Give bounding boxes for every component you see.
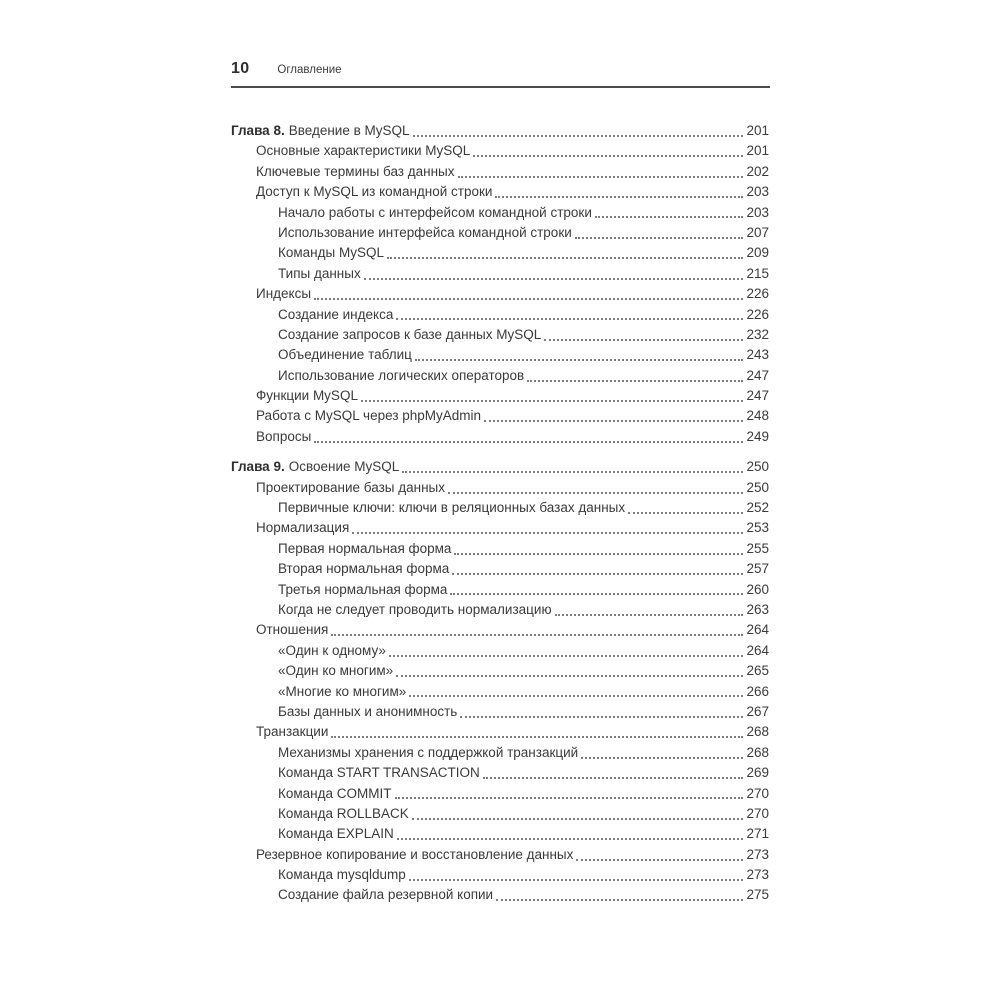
toc-entry-page: 269 (746, 765, 769, 781)
toc-entry-title: «Один к одному» (278, 642, 386, 658)
toc-entry-page: 248 (746, 408, 769, 424)
toc-entry-row (231, 620, 769, 640)
toc-entry-page: 270 (746, 805, 769, 821)
toc-entry-title: Создание индекса (278, 306, 394, 322)
dot-leader (495, 196, 743, 198)
toc-entry-row (231, 885, 769, 905)
toc-entry-title: «Один ко многим» (278, 663, 394, 679)
toc-entry-page: 226 (746, 306, 769, 322)
toc-entry-page: 232 (746, 326, 769, 342)
toc-entry-title: Механизмы хранения с поддержкой транзакций (278, 744, 579, 760)
toc-entry-page: 250 (746, 459, 769, 475)
toc-entry-row (231, 641, 769, 661)
dot-leader (581, 757, 743, 759)
toc-entry-title: Команда COMMIT (278, 785, 392, 801)
toc-entry-row (231, 427, 769, 447)
toc-entry-page: 247 (746, 367, 769, 383)
dot-leader (496, 899, 743, 901)
dot-leader (395, 797, 744, 799)
toc-entry-page: 255 (746, 540, 769, 556)
toc-entry-row (231, 661, 769, 681)
toc-entry-title: Первичные ключи: ключи в реляционных базах данных (278, 500, 626, 516)
toc-entry-title: Индексы (256, 286, 312, 302)
dot-leader (389, 655, 744, 657)
toc-entry-title: Использование интерфейса командной строки (278, 224, 572, 240)
toc-chapter-row (231, 457, 769, 477)
toc-entry-title: Использование логических операторов (278, 367, 525, 383)
toc-entry-title: Типы данных (278, 265, 361, 281)
toc-entry-title: Начало работы с интерфейсом командной строки (278, 204, 592, 220)
toc-entry-title: Команды MySQL (278, 245, 384, 261)
dot-leader (409, 695, 743, 697)
toc-entry-page: 266 (746, 683, 769, 699)
dot-leader (460, 716, 743, 718)
toc-entry-row (231, 702, 769, 722)
header-rule (231, 86, 770, 88)
dot-leader (527, 380, 743, 382)
dot-leader (483, 777, 744, 779)
toc-entry-row (231, 498, 769, 518)
dot-leader (412, 818, 744, 820)
dot-leader (331, 736, 743, 738)
toc-entry-page: 243 (746, 347, 769, 363)
toc-entry-title: Отношения (256, 622, 329, 638)
toc-entry-row (231, 406, 769, 426)
toc-entry-row (231, 804, 769, 824)
toc-entry-title: Команда EXPLAIN (278, 826, 394, 842)
toc-entry-page: 202 (746, 163, 769, 179)
toc-entry-row (231, 784, 769, 804)
page-number: 10 (231, 60, 250, 77)
page-header (231, 60, 342, 78)
toc-entry-page: 275 (746, 887, 769, 903)
toc-entry-page: 257 (746, 561, 769, 577)
dot-leader (450, 593, 743, 595)
toc-entry-row (231, 305, 769, 325)
dot-leader (484, 420, 743, 422)
toc-chapter-row (231, 121, 769, 141)
toc-entry-page: 267 (746, 703, 769, 719)
toc-entry-page: 260 (746, 581, 769, 597)
toc-entry-page: 247 (746, 388, 769, 404)
toc-entry-row (231, 600, 769, 620)
toc-entry-page: 203 (746, 184, 769, 200)
toc-entry-page: 207 (746, 224, 769, 240)
dot-leader (402, 471, 743, 473)
toc-entry-title: Вопросы (256, 428, 312, 444)
toc-entry-row (231, 203, 769, 223)
toc-entry-title: Создание запросов к базе данных MySQL (278, 326, 542, 342)
chapter-label: Глава 8. (231, 123, 285, 138)
toc-entry-page: 264 (746, 642, 769, 658)
toc-entry-title: Функции MySQL (256, 388, 358, 404)
table-of-contents (231, 121, 769, 906)
toc-entry-page: 203 (746, 204, 769, 220)
toc-entry-title: Вторая нормальная форма (278, 561, 450, 577)
dot-leader (575, 237, 744, 239)
toc-entry-title: Транзакции (256, 724, 329, 740)
toc-entry-title: Работа с MySQL через phpMyAdmin (256, 408, 482, 424)
toc-entry-page: 264 (746, 622, 769, 638)
toc-entry-title: Объединение таблиц (278, 347, 412, 363)
toc-entry-page: 201 (746, 143, 769, 159)
toc-entry-page: 253 (746, 520, 769, 536)
toc-entry-page: 263 (746, 601, 769, 617)
toc-entry-page: 250 (746, 479, 769, 495)
toc-entry-row (231, 865, 769, 885)
toc-entry-page: 226 (746, 286, 769, 302)
toc-entry-row (231, 325, 769, 345)
dot-leader (314, 441, 743, 443)
toc-entry-page: 268 (746, 744, 769, 760)
toc-entry-row (231, 141, 769, 161)
dot-leader (364, 278, 744, 280)
toc-entry-row (231, 162, 769, 182)
dot-leader (409, 879, 744, 881)
toc-entry-row (231, 539, 769, 559)
toc-entry-title: Введение в MySQL (288, 123, 410, 138)
dot-leader (387, 257, 744, 259)
toc-entry-row (231, 264, 769, 284)
toc-entry-page: 201 (746, 123, 769, 138)
dot-leader (314, 298, 743, 300)
toc-entry-title: Команда START TRANSACTION (278, 765, 480, 781)
toc-entry-title: Нормализация (256, 520, 350, 536)
toc-entry-row (231, 386, 769, 406)
dot-leader (473, 155, 743, 157)
dot-leader (396, 675, 743, 677)
toc-entry-row (231, 824, 769, 844)
toc-entry-title: Создание файла резервной копии (278, 887, 494, 903)
toc-entry-row (231, 223, 769, 243)
toc-entry-title: Доступ к MySQL из командной строки (256, 184, 493, 200)
dot-leader (396, 318, 743, 320)
toc-entry-row (231, 518, 769, 538)
toc-entry-row (231, 763, 769, 783)
toc-entry-title: Освоение MySQL (288, 459, 400, 475)
toc-entry-title: Проектирование базы данных (256, 479, 445, 495)
toc-entry-title: Когда не следует проводить нормализацию (278, 601, 552, 617)
dot-leader (595, 216, 744, 218)
toc-entry-title: Третья нормальная форма (278, 581, 448, 597)
dot-leader (415, 359, 744, 361)
toc-entry-title: Базы данных и анонимность (278, 703, 458, 719)
toc-entry-row (231, 284, 769, 304)
toc-entry-page: 252 (746, 500, 769, 516)
chapter-label: Глава 9. (231, 459, 285, 475)
toc-entry-page: 215 (746, 265, 769, 281)
toc-entry-page: 271 (746, 826, 769, 842)
toc-entry-title: Основные характеристики MySQL (256, 143, 471, 159)
toc-entry-page: 268 (746, 724, 769, 740)
toc-entry-page: 209 (746, 245, 769, 261)
dot-leader (544, 339, 743, 341)
dot-leader (331, 634, 743, 636)
toc-entry-page: 249 (746, 428, 769, 444)
toc-entry-title: Команда mysqldump (278, 867, 406, 883)
toc-entry-title: «Многие ко многим» (278, 683, 407, 699)
toc-entry-page: 270 (746, 785, 769, 801)
toc-entry-page: 265 (746, 663, 769, 679)
dot-leader (628, 512, 743, 514)
toc-entry-row (231, 722, 769, 742)
dot-leader (454, 553, 743, 555)
toc-entry-row (231, 559, 769, 579)
toc-entry-page: 273 (746, 867, 769, 883)
dot-leader (555, 614, 744, 616)
toc-entry-page: 273 (746, 846, 769, 862)
toc-entry-row (231, 743, 769, 763)
toc-entry-row (231, 845, 769, 865)
dot-leader (448, 492, 743, 494)
toc-entry-title: Ключевые термины баз данных (256, 163, 455, 179)
dot-leader (452, 573, 743, 575)
header-title: Оглавление (277, 64, 342, 76)
toc-entry-title: Первая нормальная форма (278, 540, 452, 556)
toc-entry-row (231, 182, 769, 202)
dot-leader (413, 135, 744, 137)
toc-entry-row (231, 682, 769, 702)
dot-leader (352, 532, 743, 534)
toc-entry-title: Команда ROLLBACK (278, 805, 409, 821)
toc-entry-row (231, 243, 769, 263)
dot-leader (458, 176, 744, 178)
dot-leader (361, 400, 744, 402)
toc-entry-row (231, 478, 769, 498)
toc-entry-row (231, 345, 769, 365)
toc-entry-row (231, 580, 769, 600)
dot-leader (397, 838, 744, 840)
toc-entry-title: Резервное копирование и восстановление данных (256, 846, 574, 862)
toc-entry-row (231, 366, 769, 386)
dot-leader (576, 859, 743, 861)
